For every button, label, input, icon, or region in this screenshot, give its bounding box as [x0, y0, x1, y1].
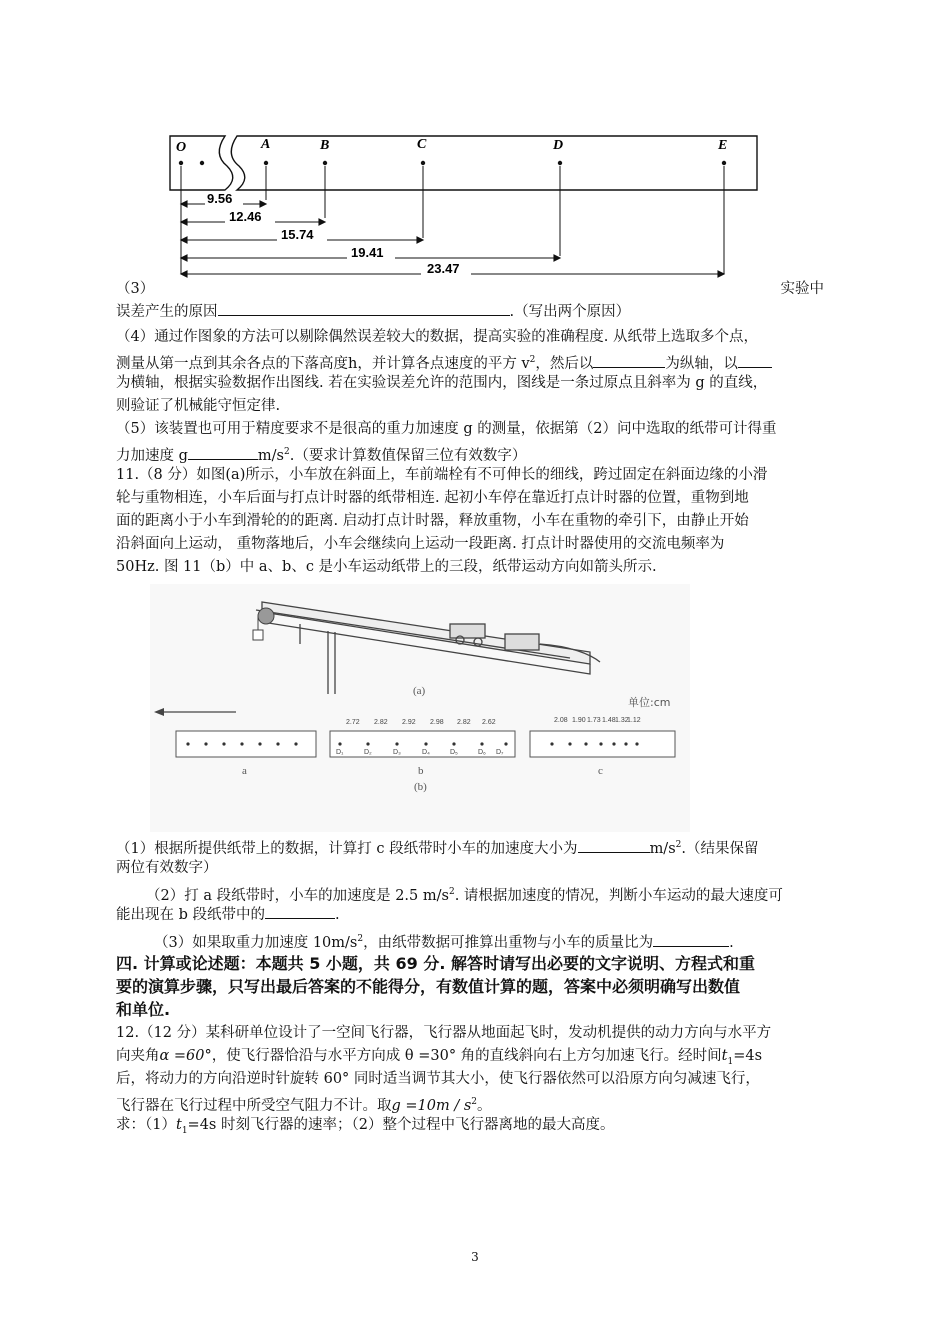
- q11-line4: 沿斜面向上运动， 重物落地后，小车会继续向上运动一段距离. 打点计时器使用的交流电频率为: [116, 536, 725, 552]
- distance-label: 19.41: [351, 245, 384, 260]
- point-label-C: C: [417, 137, 427, 152]
- b-value: 2.98: [430, 719, 444, 726]
- b-value: 2.82: [374, 719, 388, 726]
- d-label: D₅: [450, 749, 458, 756]
- d-label: D₃: [393, 749, 401, 756]
- q5-line1: （5）该装置也可用于精度要求不是很高的重力加速度 g 的测量，依据第（2）问中选取的纸带可计得重: [116, 421, 777, 437]
- q4-line1: （4）通过作图象的方法可以剔除偶然误差较大的数据，提高实验的准确程度. 从纸带上选取多个点，: [116, 329, 758, 345]
- segment-b-label: b: [418, 765, 424, 777]
- c-value: 1.48: [602, 717, 616, 724]
- d-label: D₁: [336, 749, 344, 756]
- section4-line1: 四. 计算或论述题：本题共 5 小题，共 69 分. 解答时请写出必要的文字说明、方程式和重: [116, 954, 755, 973]
- s3-line: （3）如果取重力加速度 $10m/s^2$，由纸带数据可推算出重物与小车的质量比为 .: [154, 928, 838, 955]
- answer-blank[interactable]: [265, 904, 335, 919]
- s2-line2: 能出现在 b 段纸带中的 .: [116, 904, 838, 927]
- c-value: 1.90: [572, 717, 586, 724]
- page-number: 3: [471, 1250, 479, 1264]
- answer-blank[interactable]: [738, 353, 772, 368]
- q3-line2: 误差产生的原因 .（写出两个原因）: [116, 301, 838, 324]
- answer-blank[interactable]: [218, 301, 510, 316]
- distance-label: 15.74: [281, 227, 314, 242]
- b-value: 2.62: [482, 719, 496, 726]
- q5-line2: 力加速度 g $m/s^2$.（要求计算数值保留三位有效数字）: [116, 441, 838, 468]
- caption-b: (b): [414, 781, 427, 793]
- q11-line5: 50Hz. 图 11（b）中 a、b、c 是小车运动纸带上的三段，纸带运动方向如箭头所示.: [116, 559, 657, 575]
- answer-blank[interactable]: [188, 445, 258, 460]
- distance-label: 12.46: [229, 209, 262, 224]
- q12-line4: 飞行器在飞行过程中所受空气阻力不计。取$g =10m / s^2$。: [116, 1097, 492, 1114]
- point-label-A: A: [261, 137, 271, 152]
- s2-line1: （2）打 a 段纸带时，小车的加速度是 2.5 $m/s^2$. 请根据加速度的情况，判断小车运动的最大速度可: [146, 887, 783, 904]
- unit-label: 单位:cm: [628, 696, 671, 709]
- q11-line3: 面的距离小于小车到滑轮的的距离. 启动打点计时器，释放重物，小车在重物的牵引下，由静止开始: [116, 513, 749, 529]
- segment-c-label: c: [598, 765, 603, 777]
- distance-label: 9.56: [207, 191, 233, 206]
- q3-line1: [116, 278, 838, 301]
- b-value: 2.92: [402, 719, 416, 726]
- q3-label: （3）: [116, 281, 155, 297]
- q4-line3: 为横轴，根据实验数据作出图线. 若在实验误差允许的范围内，图线是一条过原点且斜率为 g 的直线，: [116, 375, 768, 391]
- point-label-E: E: [718, 138, 728, 153]
- point-label-D: D: [553, 138, 564, 153]
- answer-blank[interactable]: [593, 353, 665, 368]
- segment-a-label: a: [242, 765, 247, 777]
- b-value: 2.72: [346, 719, 360, 726]
- d-label: D₄: [422, 749, 430, 756]
- paper-tape-diagram: [165, 130, 765, 278]
- q12-line3: 后，将动力的方向沿逆时针旋转 60° 同时适当调节其大小，使飞行器依然可以沿原方向匀减速飞行，: [116, 1071, 760, 1087]
- section4-line3: 和单位.: [116, 1000, 171, 1019]
- answer-blank[interactable]: [653, 932, 729, 947]
- pulley-icon: [258, 608, 274, 624]
- q4-line4: 则验证了机械能守恒定律.: [116, 398, 281, 414]
- q3-tail: 实验中: [780, 281, 824, 297]
- c-value: 2.08: [554, 717, 568, 724]
- distance-label: 23.47: [427, 261, 460, 276]
- caption-a: (a): [413, 685, 426, 697]
- c-value: 1.32: [615, 717, 629, 724]
- b-value: 2.82: [457, 719, 471, 726]
- q4-line2: 测量从第一点到其余各点的下落高度h，并计算各点速度的平方 $v^2$，然后以 为纵轴，以: [116, 349, 838, 376]
- section4-line2: 要的演算步骤，只写出最后答案的不能得分，有数值计算的题，答案中必须明确写出数值: [116, 977, 741, 996]
- d-label: D₇: [496, 749, 504, 756]
- q12-line2: 向夹角α =60°，使飞行器恰沿与水平方向成 θ =30° 角的直线斜向右上方匀加速飞行。经时间$t_1=4s$: [116, 1048, 763, 1067]
- answer-blank[interactable]: [578, 838, 650, 853]
- q12-line1: 12.（12 分）某科研单位设计了一空间飞行器，飞行器从地面起飞时，发动机提供的动力方向与水平方: [116, 1025, 772, 1041]
- q11-line1: 11.（8 分）如图(a)所示，小车放在斜面上，车前端栓有不可伸长的细线，跨过固定在斜面边缘的小滑: [116, 467, 768, 483]
- q12-line5: 求：$(1)t_1=4s$ 时刻飞行器的速率；（2）整个过程中飞行器离地的最大高度。: [116, 1117, 615, 1136]
- hanging-weight-icon: [253, 630, 263, 640]
- s1-line2: 两位有效数字）: [116, 860, 218, 876]
- d-label: D₆: [478, 749, 486, 756]
- point-label-O: O: [176, 140, 187, 155]
- c-value: 1.73: [587, 717, 601, 724]
- c-value: 1.12: [627, 717, 641, 724]
- point-label-B: B: [320, 138, 330, 153]
- d-label: D₂: [364, 749, 372, 756]
- q11-line2: 轮与重物相连，小车后面与打点计时器的纸带相连. 起初小车停在靠近打点计时器的位置，重物到地: [116, 490, 749, 506]
- figure-11-apparatus: [150, 584, 690, 832]
- s1-line1: （1）根据所提供纸带上的数据，计算打 c 段纸带时小车的加速度大小为 $m/s^2$.（结果保留: [116, 834, 838, 861]
